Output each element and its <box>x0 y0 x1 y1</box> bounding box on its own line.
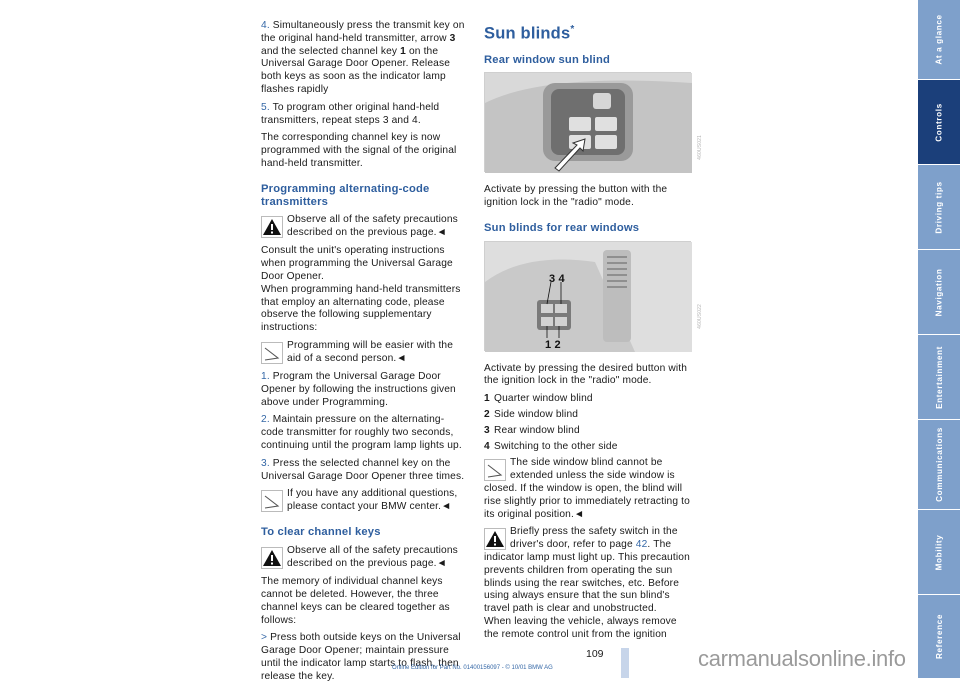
programmed-text: The corresponding channel key is now programmed with the signal of the original hand-held transmitter. <box>261 132 457 169</box>
warning-triangle-icon <box>484 528 506 550</box>
callout-labels-bottom: 1 2 <box>545 338 561 351</box>
image-code: 460US021 <box>697 135 703 161</box>
rear-blind-text: Activate by pressing the button with the ignition lock in the "radio" mode. <box>484 184 668 209</box>
callout-labels-top: 3 4 <box>549 272 565 285</box>
tab-entertainment[interactable]: Entertainment <box>918 335 960 420</box>
legend-item: 2 Side window blind <box>484 409 579 421</box>
page-number: 109 <box>586 648 604 660</box>
tab-communications[interactable]: Communications <box>918 420 960 510</box>
safety-warning-1: Observe all of the safety precautions described on the previous page.◄ <box>261 214 466 240</box>
hint-note-icon <box>484 459 506 481</box>
heading-sun-blinds-rear-windows: Sun blinds for rear windows <box>484 221 640 234</box>
left-column <box>261 20 466 688</box>
page-reference-link[interactable]: 42 <box>635 539 648 551</box>
warning-triangle-icon <box>261 547 283 569</box>
tab-mobility[interactable]: Mobility <box>918 510 960 595</box>
hint-note-icon <box>261 490 283 512</box>
alt-step-1: 1. Program the Universal Garage Door Opener by following the instructions given above under Programming. <box>261 370 456 408</box>
hint-note-2: If you have any additional questions, please contact your BMW center.◄ <box>261 488 466 514</box>
image-code: 460US022 <box>697 303 703 329</box>
safety-warning-2: Observe all of the safety precautions described on the previous page.◄ <box>261 545 466 571</box>
tab-navigation[interactable]: Navigation <box>918 250 960 335</box>
tab-controls[interactable]: Controls <box>918 80 960 165</box>
hint-note-1: Programming will be easier with the aid of a second person.◄ <box>261 340 466 366</box>
legend-item: 4 Switching to the other side <box>484 440 618 452</box>
switch-legend <box>484 393 691 453</box>
heading-alternating-code: Programming alternating-code transmitters <box>261 182 430 208</box>
hint-note-icon <box>261 342 283 364</box>
safety-warning-safety-switch: Briefly press the safety switch in the driver's door, refer to page 42. The indicator lamp must light up. This precaution prevents children from operating the sun blinds using the rear switches, etc. Before using always ensure that the sun blind's travel path is clear and unobstructed. When leaving the vehicle, always remove the remote control unit from the ignition <box>484 526 690 640</box>
step-5: 5. To program other original hand-held transmitters, repeat steps 3 and 4. <box>261 101 440 126</box>
rear-window-switch-photo <box>484 241 703 351</box>
step-4: 4. Simultaneously press the transmit key on the original hand-held transmitter, arrow 3 and the selected channel key 1 on the Universal Garage Door Opener. Release both keys as soon as the indicator lamp flashes rapidly <box>261 20 465 95</box>
rear-blind-switch-photo <box>484 72 703 172</box>
page-number-bar <box>621 648 629 678</box>
heading-rear-window-sun-blind: Rear window sun blind <box>484 53 611 66</box>
legend-item: 1 Quarter window blind <box>484 393 593 405</box>
tab-driving-tips[interactable]: Driving tips <box>918 165 960 250</box>
section-title-sun-blinds: Sun blinds* <box>484 24 575 43</box>
tab-reference[interactable]: Reference <box>934 614 944 659</box>
rear-door-panel-illustration <box>485 242 692 352</box>
legend-item: 3 Rear window blind <box>484 424 580 436</box>
right-column <box>484 20 703 647</box>
alt-step-2: 2. Maintain pressure on the alternating-code transmitter for roughly two seconds, continuing until the program lamp lights up. <box>261 414 462 451</box>
alt-step-3: 3. Press the selected channel key on the Universal Garage Door Opener three times. <box>261 457 465 482</box>
side-blind-text: Activate by pressing the desired button with the ignition lock in the "radio" mode. <box>484 362 688 387</box>
footer-edition-line: Online Edition for Part No. 01400156097 - © 10/01 BMW AG <box>392 665 553 671</box>
warning-triangle-icon <box>261 216 283 238</box>
clear-bullet: > Press both outside keys on the Universal Garage Door Opener; maintain pressure until the indicator lamp starts to flash, then release the key. <box>261 632 461 682</box>
heading-clear-channel-keys: To clear channel keys <box>261 526 381 539</box>
tab-at-a-glance[interactable]: At a glance <box>918 0 960 80</box>
when-text: When programming hand-held transmitters that employ an alternating code, please observe the following supplementary instructions: <box>261 283 461 334</box>
memory-text: The memory of individual channel keys cannot be deleted. However, the three channel keys can be cleared together as follows: <box>261 576 450 626</box>
door-switch-panel-illustration <box>485 73 692 173</box>
chapter-tabs <box>918 0 960 678</box>
hint-note-side-window: The side window blind cannot be extended unless the side window is closed. If the window is open, the blind will rise slightly prior to immediately retracting to its original position.◄ <box>484 457 690 520</box>
consult-text: Consult the unit's operating instructions when programming the Universal Garage Door Opener. <box>261 245 453 282</box>
site-watermark: carmanualsonline.info <box>698 646 906 671</box>
